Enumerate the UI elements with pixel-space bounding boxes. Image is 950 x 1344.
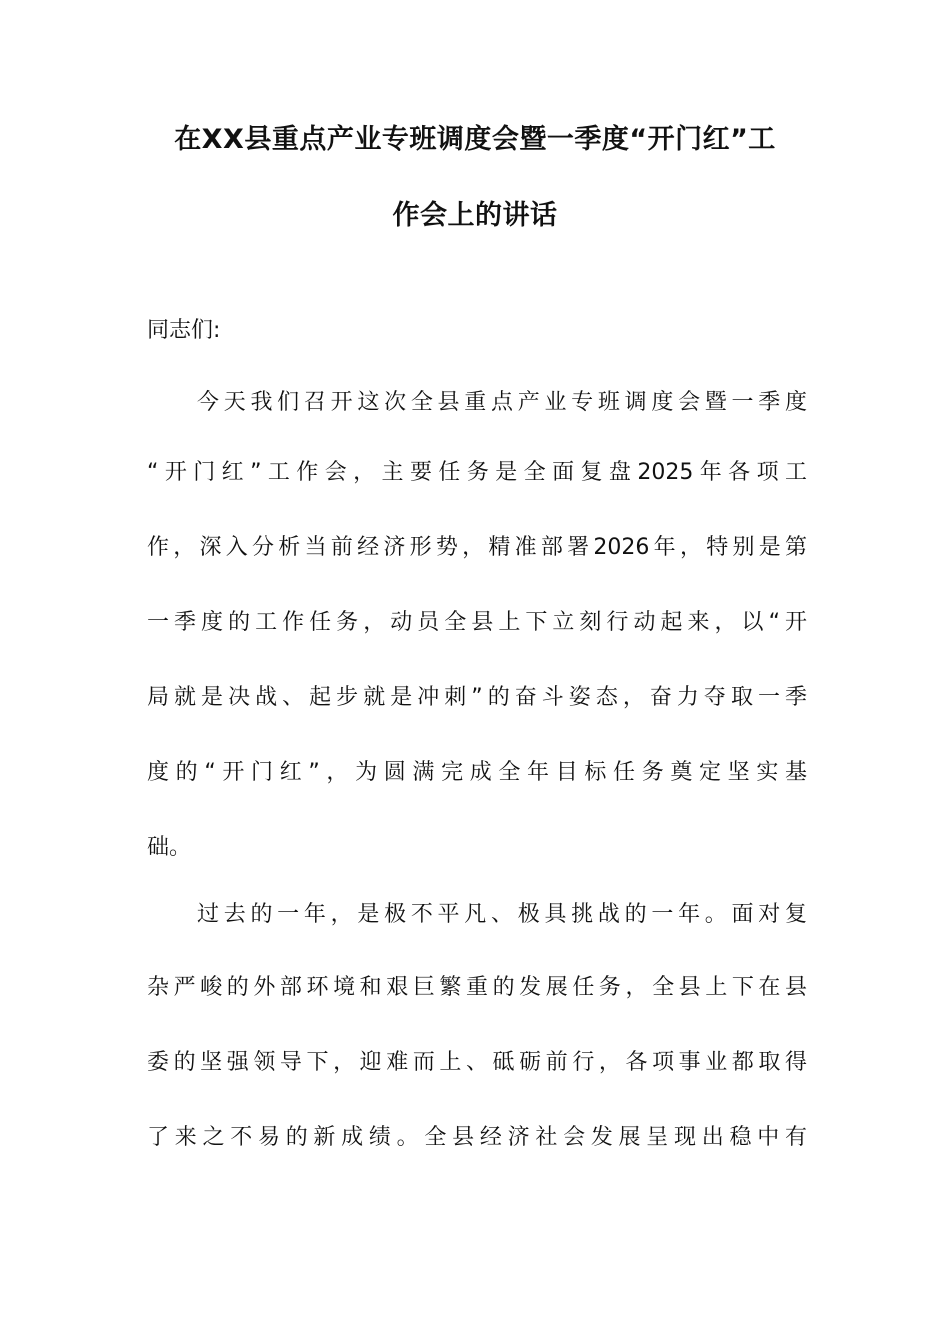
paragraph-1-line: 作，深入分析当前经济形势，精准部署2026年，特别是第 — [147, 535, 807, 560]
document-title-line-1: 在XX县重点产业专班调度会暨一季度“开门红”工 — [174, 124, 776, 155]
paragraph-2-line: 杂严峻的外部环境和艰巨繁重的发展任务，全县上下在县 — [147, 975, 807, 1000]
paragraph-1-line: “开门红”工作会，主要任务是全面复盘2025年各项工 — [147, 460, 807, 485]
paragraph-2-line: 委的坚强领导下，迎难而上、砥砺前行，各项事业都取得 — [147, 1050, 807, 1075]
salutation: 同志们: — [147, 318, 221, 343]
paragraph-1-line: 一季度的工作任务，动员全县上下立刻行动起来，以“开 — [147, 610, 807, 635]
document-title-line-2: 作会上的讲话 — [392, 200, 558, 231]
paragraph-2-line: 了来之不易的新成绩。全县经济社会发展呈现出稳中有 — [147, 1125, 807, 1150]
paragraph-2-line: 过去的一年，是极不平凡、极具挑战的一年。面对复 — [197, 902, 807, 927]
paragraph-1-line: 局就是决战、起步就是冲刺”的奋斗姿态，奋力夺取一季 — [147, 685, 807, 710]
paragraph-1-line: 础。 — [147, 835, 192, 860]
paragraph-1-line: 今天我们召开这次全县重点产业专班调度会暨一季度 — [197, 390, 807, 415]
paragraph-1-line: 度的“开门红”，为圆满完成全年目标任务奠定坚实基 — [147, 760, 807, 785]
